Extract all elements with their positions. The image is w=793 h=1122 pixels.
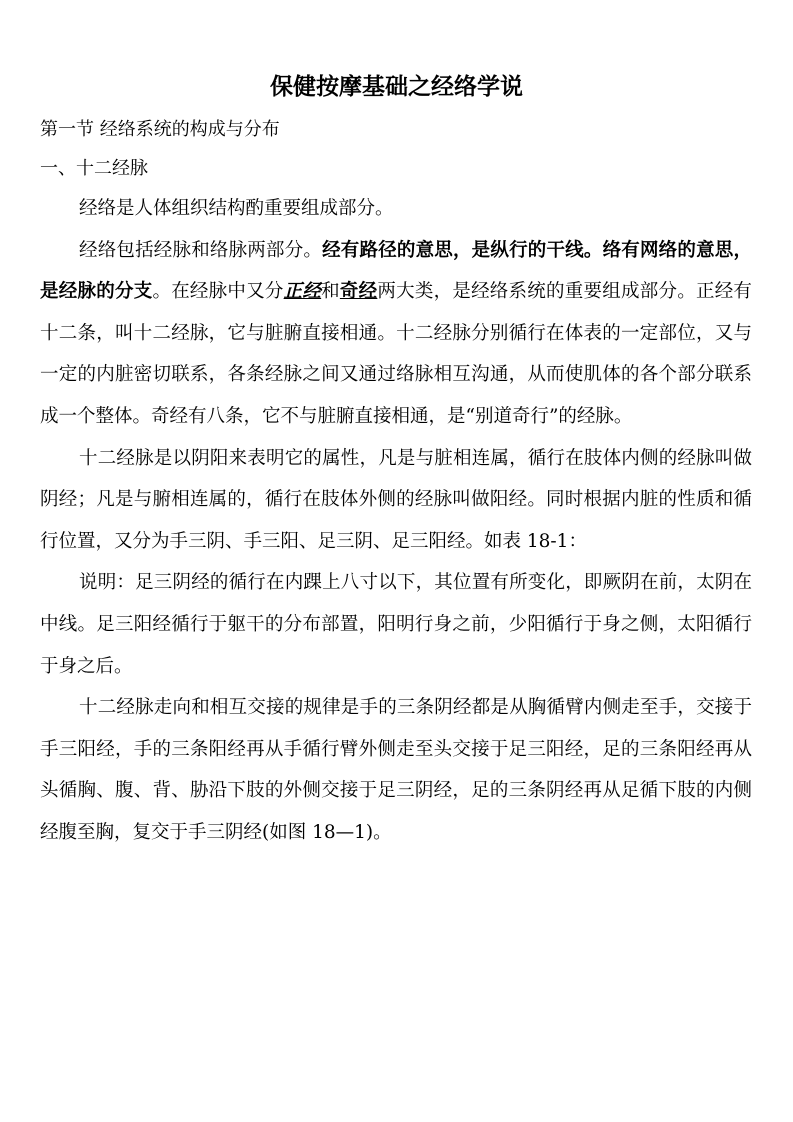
text-run: 行位置，又分为手三阴、手三阳、足三阴、足三阳经。如表 18-1：	[40, 530, 587, 552]
section-heading: 第一节 经络系统的构成与分布	[40, 119, 280, 140]
paragraph-5-line	[40, 737, 752, 763]
text-run: 十二经脉走向和相互交接的规律是手的三条阴经都是从胸循臂内侧走至手，交接于	[79, 697, 752, 719]
paragraph-3-line	[40, 529, 752, 555]
paragraph-5-line	[40, 820, 752, 846]
paragraph-5-line	[40, 778, 752, 804]
text-run: 经络是人体组织结构酌重要组成部分。	[79, 198, 394, 219]
text-run: 阴经；凡是与腑相连属的，循行在肢体外侧的经脉叫做阳经。同时根据内脏的性质和循	[40, 489, 752, 511]
paragraph-2-line	[40, 404, 752, 430]
document-title: 保健按摩基础之经络学说	[270, 74, 523, 100]
text-run: 和	[321, 281, 340, 303]
text-run: 成一个整体。奇经有八条，它不与脏腑直接相通，是“别道奇行”的经脉。	[40, 406, 633, 427]
paragraph-4-line	[79, 570, 752, 596]
paragraph-2-line	[40, 279, 752, 305]
emphasized-text: 正经	[283, 281, 322, 303]
text-run: 于身之后。	[40, 655, 133, 677]
paragraph-2-line	[40, 362, 752, 388]
paragraph-3-line	[79, 446, 752, 472]
text-run: 十二经脉是以阴阳来表明它的属性，凡是与脏相连属，循行在肢体内侧的经脉叫做	[79, 447, 752, 469]
text-run: 头循胸、腹、背、胁沿下肢的外侧交接于足三阴经，足的三条阴经再从足循下肢的内侧	[40, 780, 752, 802]
emphasized-text: 奇经	[339, 281, 378, 303]
paragraph-4-line	[40, 612, 752, 638]
emphasized-text: 是经脉的分支	[40, 281, 153, 303]
text-run: 中线。足三阳经循行于躯干的分布部置，阳明行身之前，少阳循行于身之侧，太阳循行	[40, 614, 752, 635]
paragraph-1-line	[79, 196, 752, 222]
text-run: 两大类，是经络系统的重要组成部分。正经有	[377, 281, 752, 303]
subheading: 一、十二经脉	[40, 158, 148, 179]
text-run: 手三阳经，手的三条阳经再从手循行臂外侧走至头交接于足三阳经，足的三条阳经再从	[40, 738, 752, 760]
paragraph-2-line	[79, 238, 752, 264]
paragraph-2-line	[40, 321, 752, 347]
emphasized-text: 经有路径的意思，是纵行的干线。络有网络的意思，	[322, 239, 752, 261]
paragraph-4-line	[40, 654, 752, 680]
text-run: 经腹至胸，复交于手三阴经(如图 18—1)。	[40, 822, 392, 843]
text-run: 一定的内脏密切联系，各条经脉之间又通过络脉相互沟通，从而使肌体的各个部分联系	[40, 364, 752, 386]
paragraph-5-line	[79, 695, 752, 721]
text-run: 经络包括经脉和络脉两部分。	[79, 239, 323, 261]
paragraph-3-line	[40, 487, 752, 513]
text-run: 十二条，叫十二经脉，它与脏腑直接相通。十二经脉分别循行在体表的一定部位，又与	[40, 322, 752, 344]
text-run: 说明：足三阴经的循行在内踝上八寸以下，其位置有所变化，即厥阴在前，太阴在	[79, 572, 752, 594]
text-run: 。在经脉中又分	[152, 281, 284, 303]
